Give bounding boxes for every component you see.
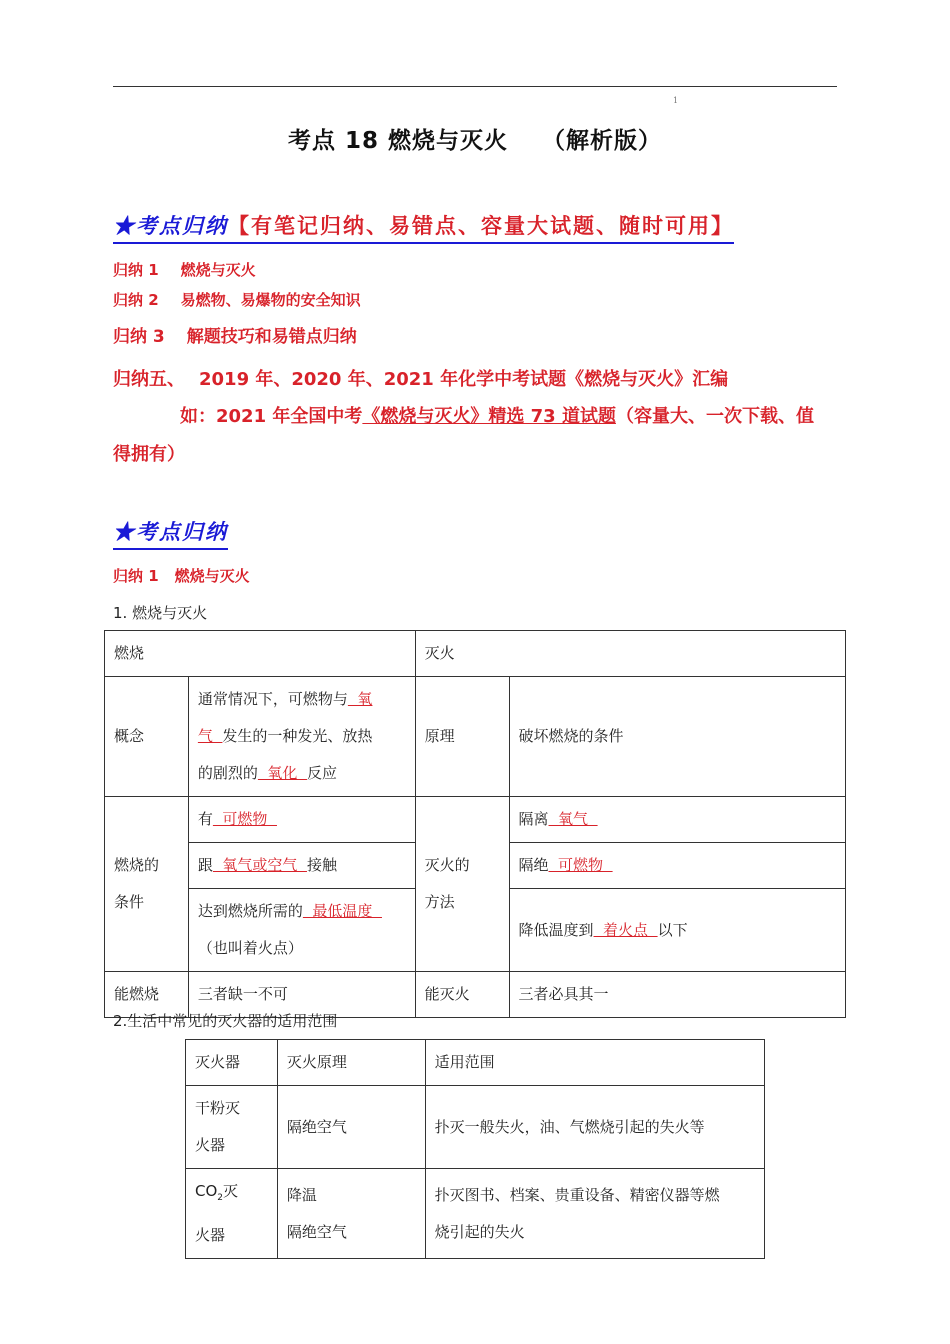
banner-section (113, 516, 228, 550)
question-2-title: 2.生活中常见的灭火器的适用范围 (113, 1012, 338, 1030)
row-label-conditions: 燃烧的 条件 (105, 797, 189, 972)
principle-cell: 破坏燃烧的条件 (509, 677, 846, 797)
star-icon: ★ (113, 519, 136, 544)
dry-powder-scope: 扑灭一般失火，油、气燃烧引起的失火等 (425, 1086, 764, 1169)
toc-label: 归纳 2 (113, 291, 159, 309)
method-3: 降低温度到 着火点 以下 (509, 889, 846, 972)
banner-bracket: 【有笔记归纳、易错点、容量大试题、随时可用】 (228, 213, 734, 238)
condition-2: 跟 氧气或空气 接触 (188, 843, 415, 889)
banner-main: 考点归纳 (136, 213, 228, 238)
example-link[interactable]: 《燃烧与灭火》精选 73 道试题 (362, 406, 616, 427)
title-suffix: （解析版） (542, 128, 663, 154)
extinguisher-table (185, 1039, 765, 1259)
dry-powder-name: 干粉灭 火器 (186, 1086, 278, 1169)
example-suffix: （容量大、一次下载、值 (615, 406, 814, 427)
can-burn-cell: 三者缺一不可 (188, 972, 415, 1018)
method-1: 隔离 氧气 (509, 797, 846, 843)
row-label-can-burn: 能燃烧 (105, 972, 189, 1018)
header-principle: 灭火原理 (277, 1040, 425, 1086)
banner-main: 考点归纳 (136, 519, 228, 544)
co2-scope: 扑灭图书、档案、贵重设备、精密仪器等燃 烧引起的失火 (425, 1169, 764, 1259)
condition-3: 达到燃烧所需的 最低温度 （也叫着火点） (188, 889, 415, 972)
method-2: 隔绝 可燃物 (509, 843, 846, 889)
toc-text: 2019 年、2020 年、2021 年化学中考试题《燃烧与灭火》汇编 (199, 369, 729, 390)
row-label-principle: 原理 (415, 677, 509, 797)
star-icon: ★ (113, 213, 136, 238)
toc-text: 易燃物、易爆物的安全知识 (180, 291, 361, 309)
page-title (0, 122, 950, 155)
section-text: 燃烧与灭火 (174, 567, 250, 585)
co2-principle: 降温 隔绝空气 (277, 1169, 425, 1259)
can-extinguish-cell: 三者必具其一 (509, 972, 846, 1018)
toc-item-2[interactable] (113, 289, 361, 310)
title-main: 考点 18 燃烧与灭火 (287, 128, 509, 154)
header-rule (113, 86, 837, 87)
toc-label: 归纳 3 (113, 327, 165, 347)
toc-item-5[interactable] (113, 365, 728, 391)
toc-text: 解题技巧和易错点归纳 (186, 327, 357, 347)
header-extinguisher: 灭火器 (186, 1040, 278, 1086)
example-prefix: 如：2021 年全国中考 (180, 406, 363, 427)
header-combustion: 燃烧 (105, 631, 416, 677)
header-scope: 适用范围 (425, 1040, 764, 1086)
concept-cell: 通常情况下，可燃物与 氧 气 发生的一种发光、放热 的剧烈的 氧化 反应 (188, 677, 415, 797)
toc-item-3[interactable] (113, 322, 357, 347)
dry-powder-principle: 隔绝空气 (277, 1086, 425, 1169)
combustion-table (104, 630, 846, 1018)
toc-text: 燃烧与灭火 (180, 261, 256, 279)
banner-summary (113, 210, 734, 244)
toc-label: 归纳五、 (113, 369, 185, 390)
example-line-2: 得拥有） (113, 444, 185, 465)
row-label-methods: 灭火的 方法 (415, 797, 509, 972)
row-label-can-extinguish: 能灭火 (415, 972, 509, 1018)
question-1-title: 1. 燃烧与灭火 (113, 604, 208, 622)
toc-item-1[interactable] (113, 259, 256, 280)
condition-1: 有 可燃物 (188, 797, 415, 843)
header-mark: 1 (673, 96, 679, 105)
row-label-concept: 概念 (105, 677, 189, 797)
co2-name: $CO_2$灭 火器 (186, 1169, 278, 1259)
example-line (180, 402, 814, 428)
section-label: 归纳 1 (113, 567, 159, 585)
header-extinguish: 灭火 (415, 631, 845, 677)
section-heading (113, 565, 250, 586)
toc-label: 归纳 1 (113, 261, 159, 279)
